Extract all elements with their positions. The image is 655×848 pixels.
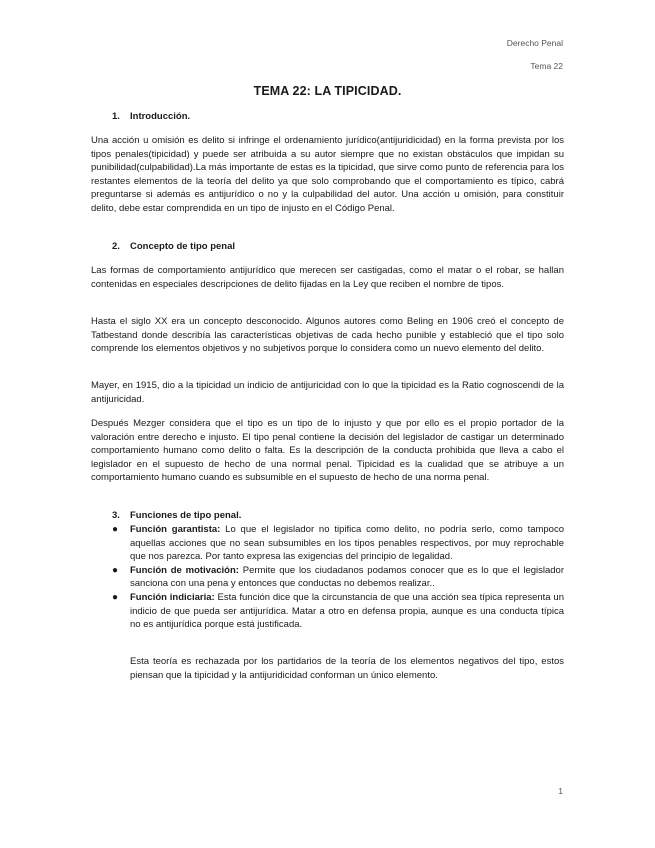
section-heading-introduccion [112, 111, 190, 122]
header-subject: Derecho Penal [506, 38, 563, 48]
page-number: 1 [558, 786, 563, 796]
paragraph-concepto-4: Después Mezger considera que el tipo es un tipo de lo injusto y que por ello es el propio portador de la valoración entre derecho e injusto. El tipo penal contiene la decisión del legislador de castigar un determinado comportamiento humano como delito o falta. Es la descripción de la conducta prohibida que lleva a cabo el legislador en el supuesto de hecho de una normal penal. Tipicidad es la cualidad que se atribuye a un comportamiento humano cuando es subsumible en el supuesto de hecho de una norma penal. [91, 418, 564, 484]
bullet-term: Función de motivación: [130, 564, 239, 576]
bullet-icon: ● [112, 524, 119, 535]
functions-list [112, 523, 564, 632]
bullet-term: Función indiciaria: [130, 591, 215, 603]
section-number: 3. [112, 510, 120, 521]
list-item [112, 564, 564, 591]
paragraph-concepto-2: Hasta el siglo XX era un concepto desconocido. Algunos autores como Beling en 1906 creó el concepto de Tatbestand donde describía las características objetivas de cada hecho punible y estableció que el tipo solo comprende los elementos objetivos y no subjetivos porque lo considera como un nuevo elemento del delito. [91, 316, 564, 355]
bullet-icon: ● [112, 564, 119, 576]
section-title: Introducción. [130, 111, 191, 122]
section-heading-concepto [112, 241, 235, 252]
section-number: 2. [112, 241, 120, 252]
list-item [112, 591, 564, 632]
header-topic: Tema 22 [530, 61, 563, 71]
bullet-icon: ● [112, 591, 119, 603]
page-title: TEMA 22: LA TIPICIDAD. [253, 84, 402, 98]
section-heading-funciones [112, 510, 241, 521]
bullet-text: Lo que el legislador no tipifica como delito, no podría serlo, como tampoco aquellas acciones que no sean subsumibles en los tipos penables respectivos, por muy reprochable que nos parezca. Por tanto expresa las exigencias del principio de legalidad. [130, 524, 565, 563]
paragraph-closing: Esta teoría es rechazada por los partidarios de la teoría de los elementos negativos del tipo, estos piensan que la tipicidad y la antijuridicidad conforman un único elemento. [130, 656, 564, 681]
section-number: 1. [112, 111, 120, 122]
paragraph-intro: Una acción u omisión es delito si infringe el ordenamiento jurídico(antijuridicidad) en la forma prevista por los tipos penales(tipicidad) y puede ser atribuida a su autor siempre que no existan obstáculos que impidan su punibilidad(culpabilidad).La más importante de estas es la tipicidad, que sirve como punto de referencia para los restantes elementos de la teoría del delito ya que solo comprobando que el comportamiento es típico, cabrá preguntarse si además es antijurídico o no y la culpabilidad del autor. Una acción u omisión, para constituir delito, debe estar comprendida en un tipo de injusto en el Código Penal. [91, 135, 564, 214]
list-item [112, 523, 564, 564]
bullet-term: Función garantista: [130, 524, 221, 535]
bullet-text: Esta función dice que la circunstancia de que una acción sea típica representa un indicio de que pueda ser antijurídica. Matar a otro en defensa propia, aunque es una conducta típica no es antijurídica porque está justificada. [130, 591, 565, 631]
section-title: Funciones de tipo penal. [130, 510, 242, 521]
bullet-text: Permite que los ciudadanos podamos conocer que es lo que el legislador sanciona con una pena y entonces que conductas no debemos realizar.. [130, 564, 564, 590]
paragraph-concepto-1: Las formas de comportamiento antijurídico que merecen ser castigadas, como el matar o el robar, se hallan contenidas en especiales descripciones de delito fijadas en la Ley que reciben el nombre de tipos. [91, 265, 564, 290]
paragraph-concepto-3: Mayer, en 1915, dio a la tipicidad un indicio de antijuricidad con lo que la tipicidad es la Ratio cognoscendi de la antijuricidad. [91, 380, 564, 405]
section-title: Concepto de tipo penal [130, 241, 236, 252]
